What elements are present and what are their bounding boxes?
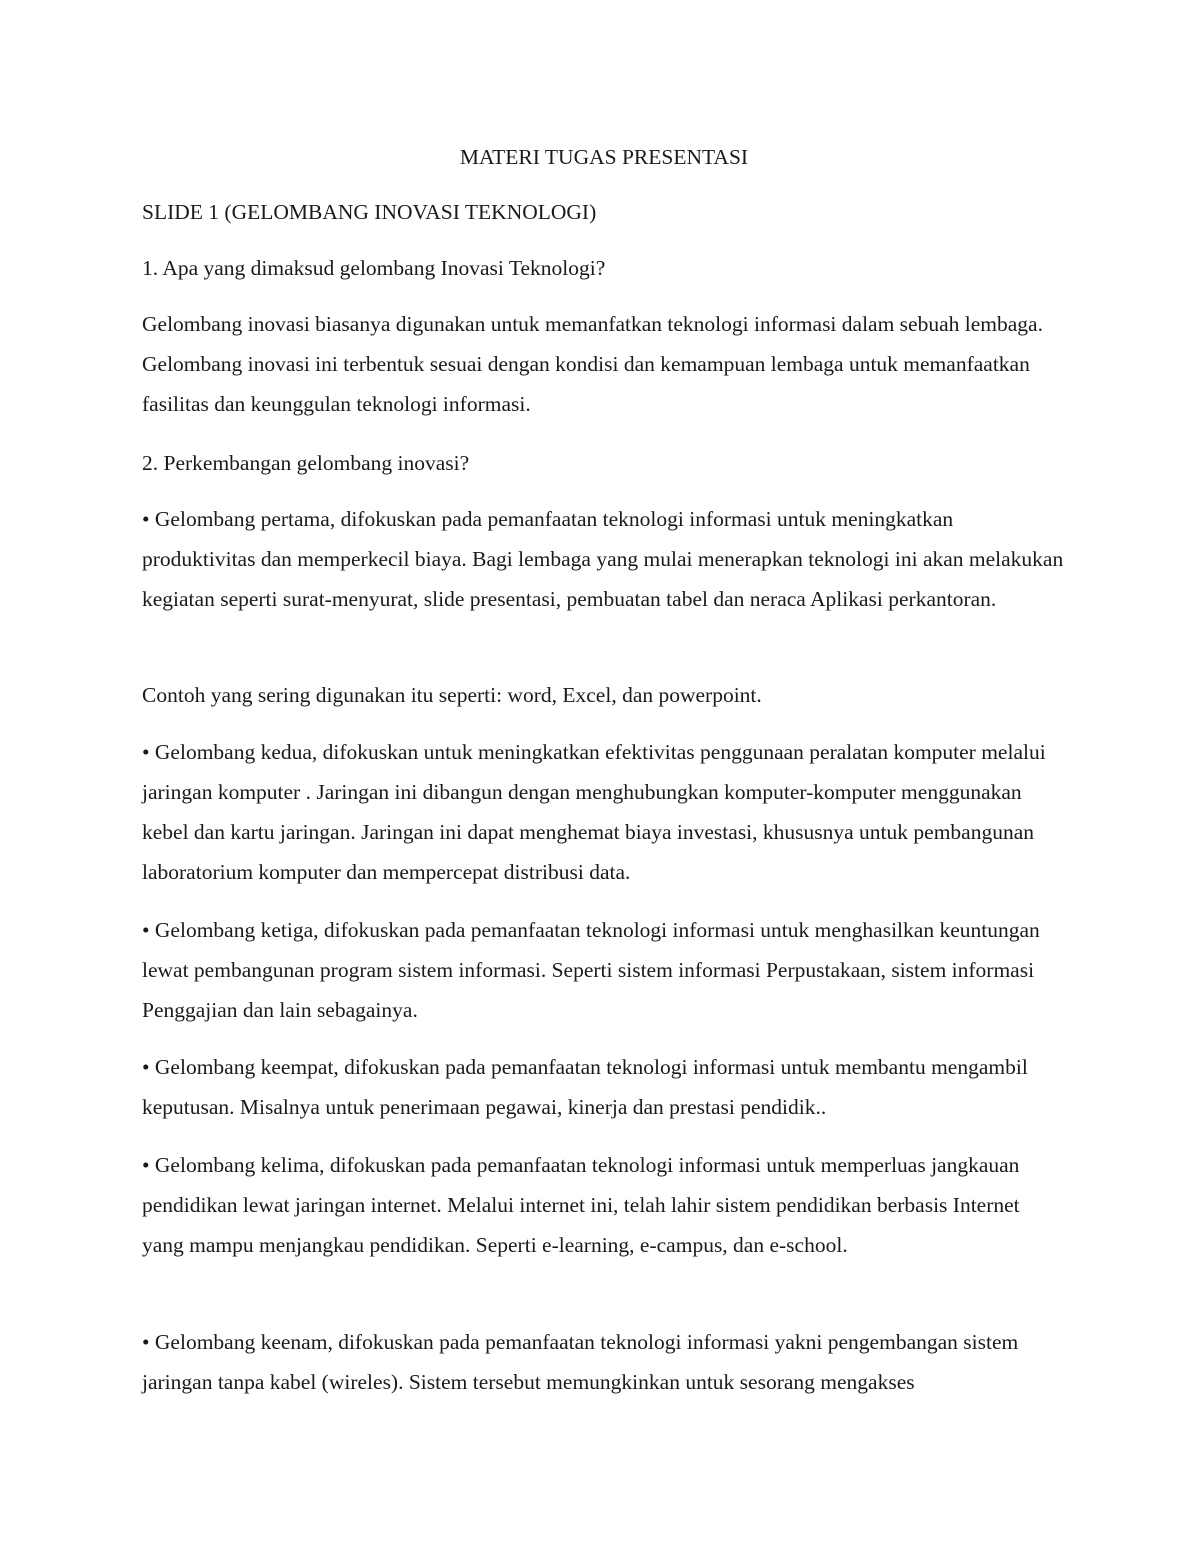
example-paragraph: Contoh yang sering digunakan itu seperti: word, Excel, dan powerpoint.	[142, 683, 762, 707]
bullet-wave-2: • Gelombang kedua, difokuskan untuk meningkatkan efektivitas penggunaan peralatan komputer melalui jaringan komputer . Jaringan ini dibangun dengan menghubungkan komputer-komputer menggunakan kebel dan kartu jaringan. Jaringan ini dapat menghemat biaya investasi, khususnya untuk pembangunan laboratorium komputer dan mempercepat distribusi data.	[142, 740, 1046, 884]
bullet-wave-4: • Gelombang keempat, difokuskan pada pemanfaatan teknologi informasi untuk membantu mengambil keputusan. Misalnya untuk penerimaan pegawai, kinerja dan prestasi pendidik..	[142, 1055, 1028, 1119]
bullet-wave-3: • Gelombang ketiga, difokuskan pada pemanfaatan teknologi informasi untuk menghasilkan keuntungan lewat pembangunan program sistem informasi. Seperti sistem informasi Perpustakaan, sistem informasi Penggajian dan lain sebagainya.	[142, 918, 1040, 1022]
bullet-wave-6: • Gelombang keenam, difokuskan pada pemanfaatan teknologi informasi yakni pengembangan sistem jaringan tanpa kabel (wireles). Sistem tersebut memungkinkan untuk sesorang mengakses	[142, 1330, 1019, 1394]
answer-1-paragraph: Gelombang inovasi biasanya digunakan untuk memanfatkan teknologi informasi dalam sebuah lembaga. Gelombang inovasi ini terbentuk sesuai dengan kondisi dan kemampuan lembaga untuk memanfaatkan fasilitas dan keunggulan teknologi informasi.	[142, 312, 1043, 416]
document-title: MATERI TUGAS PRESENTASI	[459, 145, 749, 169]
slide-heading: SLIDE 1 (GELOMBANG INOVASI TEKNOLOGI)	[142, 200, 597, 224]
question-1: 1. Apa yang dimaksud gelombang Inovasi Teknologi?	[142, 256, 606, 280]
bullet-wave-1: • Gelombang pertama, difokuskan pada pemanfaatan teknologi informasi untuk meningkatkan produktivitas dan memperkecil biaya. Bagi lembaga yang mulai menerapkan teknologi ini akan melakukan kegiatan seperti surat-menyurat, slide presentasi, pembuatan tabel dan neraca Aplikasi perkantoran.	[142, 507, 1064, 611]
bullet-wave-5: • Gelombang kelima, difokuskan pada pemanfaatan teknologi informasi untuk memperluas jangkauan pendidikan lewat jaringan internet. Melalui internet ini, telah lahir sistem pendidikan berbasis Internet yang mampu menjangkau pendidikan. Seperti e-learning, e-campus, dan e-school.	[142, 1153, 1020, 1257]
question-2: 2. Perkembangan gelombang inovasi?	[142, 451, 470, 475]
